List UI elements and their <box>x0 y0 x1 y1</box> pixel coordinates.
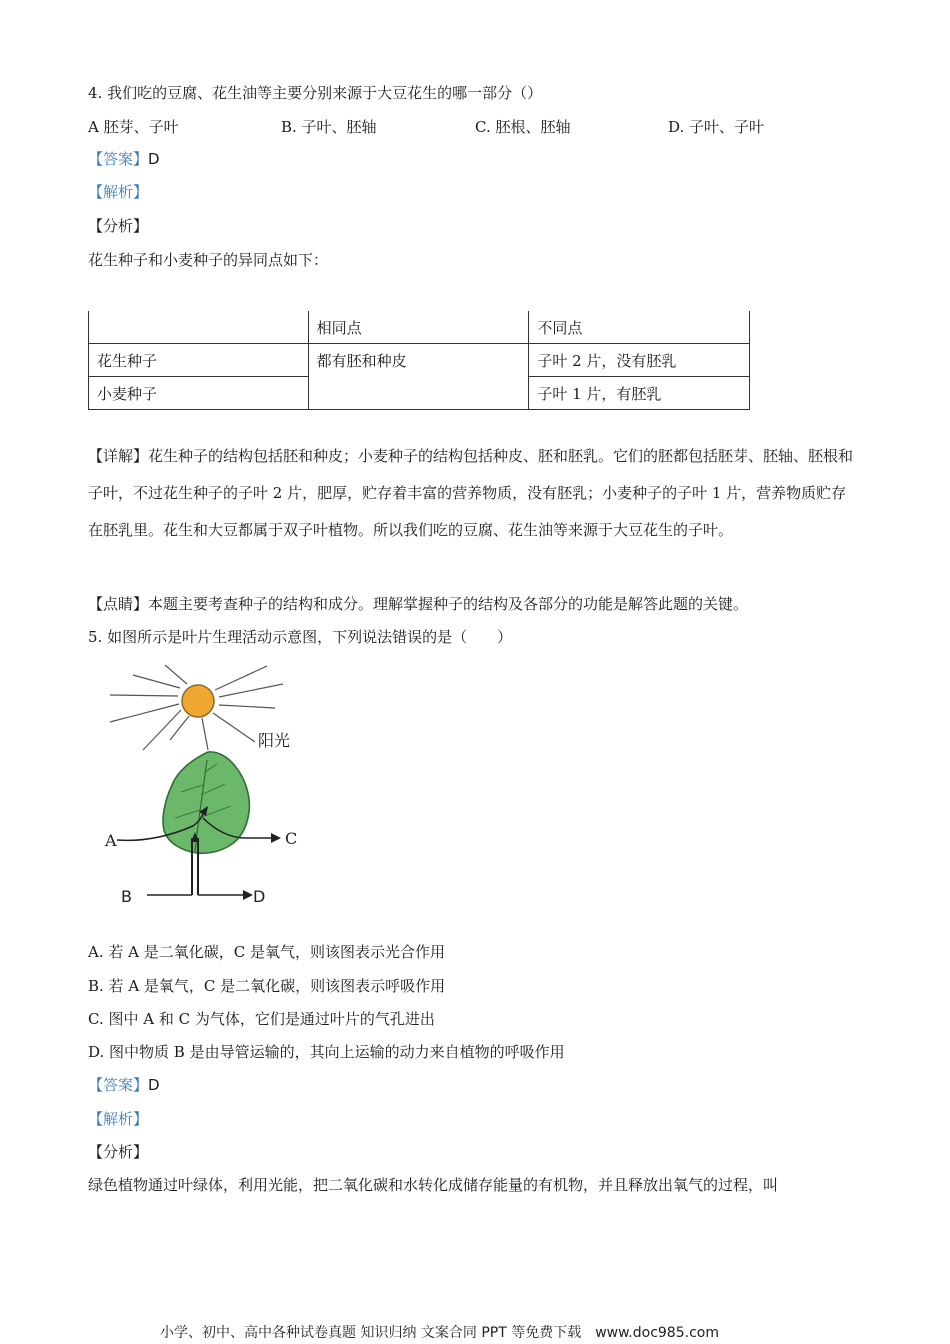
sun-icon <box>182 685 214 717</box>
q4-option-d: D. 子叶、子叶 <box>668 118 765 136</box>
seed-comparison-table <box>88 311 750 410</box>
q4-analysis-tag: 【解析】 <box>88 183 149 201</box>
q4-detail <box>88 438 858 549</box>
table-cell: 子叶 1 片，有胚乳 <box>529 377 750 410</box>
comment-text: 本题主要考查种子的结构和成分。理解掌握种子的结构及各部分的功能是解答此题的关键。 <box>148 595 749 613</box>
answer-tag: 【答案】 <box>88 150 149 168</box>
detail-text: 花生种子的结构包括胚和种皮；小麦种子的结构包括种皮、胚和胚乳。它们的胚都包括胚芽、胚轴、胚根和子叶，不过花生种子的子叶 2 片，肥厚，贮存着丰富的营养物质，没有胚乳；小麦种子的子叶 1 片，营养物质贮存在胚乳里。花生和大豆都属于双子叶植物。所以我们吃的豆腐、花生油等来源于大豆花生的子叶。 <box>88 447 854 539</box>
comment-tag: 【点睛】 <box>88 595 149 613</box>
q4-intro: 花生种子和小麦种子的异同点如下： <box>88 251 329 269</box>
table-row <box>89 344 750 377</box>
label-c: C <box>285 829 298 848</box>
q5-stem: 5. 如图所示是叶片生理活动示意图，下列说法错误的是（ ） <box>88 628 513 646</box>
answer-value: D <box>148 150 160 168</box>
table-cell: 子叶 2 片，没有胚乳 <box>529 344 750 377</box>
table-cell-same: 都有胚和种皮 <box>308 344 529 410</box>
table-cell: 小麦种子 <box>89 377 309 410</box>
sun-label: 阳光 <box>258 731 291 750</box>
q5-option-c: C. 图中 A 和 C 为气体，它们是通过叶片的气孔进出 <box>88 1010 435 1028</box>
q5-fenxi-text: 绿色植物通过叶绿体，利用光能，把二氧化碳和水转化成储存能量的有机物，并且释放出氧气的过程，叫 <box>88 1176 779 1194</box>
table-header-cell <box>89 311 309 344</box>
q4-option-a: A 胚芽、子叶 <box>88 118 179 136</box>
q5-analysis-tag: 【解析】 <box>88 1110 149 1128</box>
q5-option-d: D. 图中物质 B 是由导管运输的，其向上运输的动力来自植物的呼吸作用 <box>88 1043 565 1061</box>
label-d: D <box>253 887 266 906</box>
q4-stem: 4. 我们吃的豆腐、花生油等主要分别来源于大豆花生的哪一部分（） <box>88 84 543 102</box>
table-cell: 花生种子 <box>89 344 309 377</box>
answer-tag: 【答案】 <box>88 1076 149 1094</box>
leaf-diagram <box>95 660 335 910</box>
label-a: A <box>105 831 117 850</box>
page-footer: 小学、初中、高中各种试卷真题 知识归纳 文案合同 PPT 等免费下载 www.doc985.com <box>160 1325 719 1341</box>
q5-option-a: A. 若 A 是二氧化碳，C 是氧气，则该图表示光合作用 <box>88 943 445 961</box>
label-b: B <box>121 887 132 906</box>
table-header-cell: 相同点 <box>308 311 529 344</box>
q4-fenxi-tag: 【分析】 <box>88 217 149 235</box>
table-header-row <box>89 311 750 344</box>
q5-answer <box>88 1074 160 1095</box>
q5-fenxi-tag: 【分析】 <box>88 1143 149 1161</box>
table-header-cell: 不同点 <box>529 311 750 344</box>
q4-comment <box>88 593 748 614</box>
detail-tag: 【详解】 <box>88 447 149 465</box>
q5-option-b: B. 若 A 是氧气，C 是二氧化碳，则该图表示呼吸作用 <box>88 977 446 995</box>
q4-option-c: C. 胚根、胚轴 <box>475 118 571 136</box>
q4-answer <box>88 148 160 169</box>
answer-value: D <box>148 1076 160 1094</box>
q4-option-b: B. 子叶、胚轴 <box>281 118 377 136</box>
